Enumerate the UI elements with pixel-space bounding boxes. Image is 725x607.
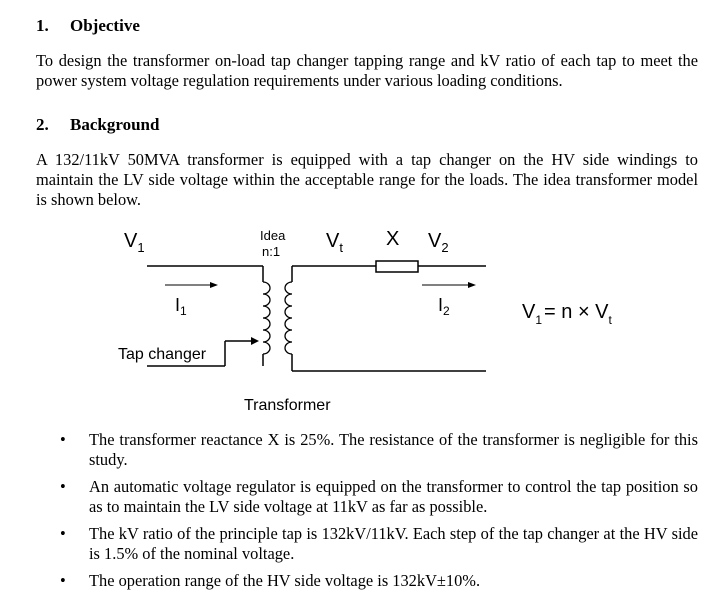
background-paragraph: A 132/11kV 50MVA transformer is equipped with a tap changer on the HV side windings to maintain the LV side voltage within the acceptable range for the loads. The idea transformer model is shown below. [36,150,698,209]
bullet-text: An automatic voltage regulator is equipped on the transformer to control the tap position so as to maintain the LV side voltage at 11kV as far as possible. [89,477,698,516]
tap-changer-label: Tap changer [118,346,207,363]
bullet-icon: • [60,430,66,449]
i1-label: $I_1$ [175,295,187,318]
vt-label: $V_t$ [326,230,343,255]
tap-changer-arrowhead [251,337,259,345]
bullet-text: The transformer reactance X is 25%. The resistance of the transformer is negligible for this study. [89,430,698,469]
list-item [58,430,698,470]
bullet-icon: • [60,477,66,496]
bullet-text: The operation range of the HV side voltage is 132kV±10%. [89,571,481,590]
primary-coil [263,282,270,354]
list-item [58,477,698,517]
bullet-icon: • [60,524,66,543]
x-label: X [386,228,400,250]
i2-label: $I_2$ [438,295,450,318]
v1-label: $V_1$ [124,230,145,255]
list-item [58,524,698,564]
bullet-text: The kV ratio of the principle tap is 132kV/11kV. Each step of the tap changer at the HV side is 1.5% of the nominal voltage. [89,524,698,563]
bullet-icon: • [60,571,66,590]
objective-paragraph: To design the transformer on-load tap changer tapping range and kV ratio of each tap to meet the power system voltage regulation requirements under various loading conditions. [36,51,698,90]
list-item [58,571,698,591]
section-title: Background [70,115,160,134]
transformer-label: Transformer [244,397,331,414]
ratio-label: n:1 [262,244,281,259]
section-number: 1. [36,16,49,35]
i2-arrowhead [468,282,476,288]
reactance-box [376,261,418,272]
v2-label: $V_2$ [428,230,449,255]
section-title: Objective [70,16,140,35]
section-number: 2. [36,115,49,134]
ideal-label: Idea [260,228,286,243]
bullet-list [58,430,698,598]
secondary-coil [285,282,292,354]
i1-arrowhead [210,282,218,288]
voltage-equation: $V_1 = n \times V_t$ [522,301,612,327]
